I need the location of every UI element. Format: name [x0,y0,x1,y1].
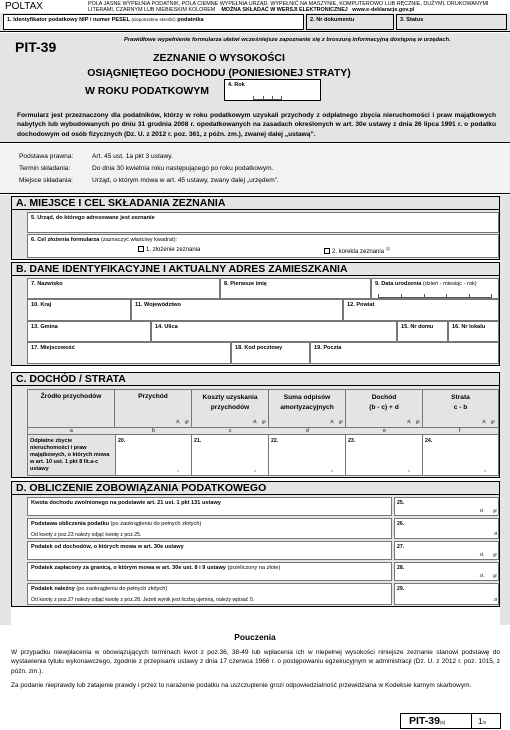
badge-divider [471,714,472,729]
field-number: 24. [425,438,433,444]
col-header-source: Źródło przychodów [28,390,115,427]
form-purpose-field [27,234,499,258]
house-number-field[interactable] [397,321,448,342]
city-label: 17. Miejscowość [31,345,75,351]
section-c-body [11,386,500,478]
form-purpose-label: 6. Cel złożenia formularza (zaznaczyć właściwy kwadrat): [31,237,178,243]
birth-date-label: 9. Data urodzenia (dzień - miesiąc - rok) [375,281,477,287]
checkbox-submit[interactable] [138,246,144,252]
commune-label: 13. Gmina [31,324,58,330]
decimal-comma: , [408,466,410,473]
calc-row-text: Podatek zapłacony za granicą, o którym mowa w art. 30e ust. 8 i 9 ustawy (przeliczony na złote) [31,565,281,571]
form-left-margin [0,195,11,625]
header-note [88,1,506,14]
legal-label: Termin składania: [19,165,71,172]
calc-row-text: Podstawa obliczenia podatku (po zaokrągleniu do pełnych złotych) [31,521,202,527]
legal-label: Podstawa prawna: [19,153,74,160]
legal-row [19,177,279,184]
col-header-depreciation: Suma odpisów amortyzacyjnych [269,390,346,427]
page-total: /2 [482,720,487,725]
form-title-line1: ZEZNANIE O WYSOKOŚCI [153,52,285,64]
surname-label: 7. Nazwisko [31,281,63,287]
gr-marker: gr [493,573,497,578]
document-number-field [306,14,394,30]
pouczenia-title: Pouczenia [234,632,276,642]
profit-amount-field[interactable] [346,435,423,475]
decimal-comma: , [331,466,333,473]
decimal-comma: , [484,466,486,473]
document-number-label: 2. Nr dokumentu [310,17,355,23]
tax-base-field[interactable] [394,518,499,539]
tax-due-field[interactable] [394,583,499,605]
form-badge [400,713,501,729]
header-note-electronic: MOŻNA SKŁADAĆ W WERSJI ELEKTRONICZNEJ [221,7,348,14]
col-header-loss: Strata c - b [451,394,470,411]
postal-code-field[interactable] [231,342,310,364]
decimal-comma: , [177,466,179,473]
depreciation-amount-field[interactable] [269,435,346,475]
voivodeship-field[interactable] [131,299,343,321]
street-field[interactable] [151,321,397,342]
col-header-costs: Koszty uzyskania przychodów [192,390,269,427]
country-field[interactable] [27,299,131,321]
field-number: 23. [348,438,356,444]
calc-row-text: Podatek należny (po zaokrągleniu do pełnych złotych) [31,586,168,592]
county-label: 12. Powiat [347,302,375,308]
form-instruction: Prawidłowe wypełnienie formularza ułatwi wcześniejsze zapoznanie się z broszurą informacyjną dostępną w urzędach. [124,37,451,43]
section-b-body [11,276,500,366]
column-letter: d [306,428,309,434]
flat-number-field[interactable] [448,321,499,342]
first-name-label: 8. Pierwsze imię [224,281,267,287]
form-code: PIT-39 [15,39,57,55]
first-name-field[interactable] [220,278,371,299]
zl-marker: zł, [479,573,484,578]
option-submit[interactable] [138,246,200,253]
birth-date-note: (dzień - miesiąc - rok) [422,281,477,287]
poltax-logo: POLTAX [5,1,43,12]
foreign-tax-field[interactable] [394,562,499,581]
pouczenia-text-1: W przypadku niewpłacenia w obowiązujących terminach kwot z poz.36, 38-49 lub wpłacenia ich w niepełnej wysokości niniejsze zeznanie stanowi podstawę do wystawienia tytułu wykonawczego, zgodnie z przepisami ustawy z dnia 17 czerwca 1966 r. o postępowaniu egzekucyjnym w administracji (Dz. U. z 2012 r. poz. 1015, z późn. zm.). [11,649,500,675]
header-note-line1: POLA JASNE WYPEŁNIA PODATNIK, POLA CIEMNE WYPEŁNIA URZĄD. WYPEŁNIĆ NA MASZYNIE, KOMPUTEROWO LUB RĘCZNIE, DUŻYMI, DRUKOWANYMI [88,1,489,7]
zl-marker: zł, [176,419,181,424]
calc-row-label [27,497,392,516]
field-number: 29. [397,586,405,592]
col-header-profit: Dochód (b - c) + d [346,390,423,427]
nip-pesel-label: 1. Identyfikator podatkowy NIP / numer PESEL (niepotrzebne skreślić) podatnika [7,17,204,23]
calc-row-label [27,562,392,581]
legal-value: Urząd, o którym mowa w art. 45 ustawy, zwany dalej „urzędem”. [92,177,279,184]
form-description: Formularz jest przeznaczony dla podatników, którzy w roku podatkowym uzyskali przychody z odpłatnego zbycia nieruchomości i praw majątkowych nabytych lub wybudowanych po dniu 31 grudnia 2008 r. opodatkowanych na zasadach określonych w art. 30e ustawy z dnia 26 lipca 1991 r. o podatku dochodowym od osób fizycznych (Dz. U. z 2012 r. poz. 361, z późn. zm.), zwanej dalej „ustawą”. [17,112,496,138]
decimal-comma: , [254,466,256,473]
header-note-url: www.e-deklaracje.gov.pl [352,7,415,14]
field-number: 28. [397,565,405,571]
voivodeship-label: 11. Województwo [135,302,181,308]
top-id-block [0,13,510,32]
county-field[interactable] [343,299,499,321]
house-number-label: 15. Nr domu [401,324,434,330]
section-d-title: D. OBLICZENIE ZOBOWIĄZANIA PODATKOWEGO [11,481,500,495]
tax-year-label: 4. Rok [228,82,245,88]
calc-row-note: Od kwoty z poz.27 należy odjąć kwotę z poz.28. Jeżeli wynik jest liczbą ujemną, należy wpisać 0. [31,597,255,603]
gr-marker: gr [339,419,343,424]
tax-year-field[interactable] [224,79,321,101]
nip-pesel-sub: (niepotrzebne skreślić) [131,17,176,22]
city-field[interactable] [27,342,231,364]
zl-marker: zł, [479,508,484,513]
option-correction[interactable] [324,246,390,255]
zl-marker: zł, [253,419,258,424]
costs-amount-field[interactable] [192,435,269,475]
zl-marker: zł, [330,419,335,424]
column-letter: c [229,428,232,434]
post-office-label: 19. Poczta [314,345,342,351]
footnote-marker: 1) [385,246,390,251]
tax-office-label: 5. Urząd, do którego adresowane jest zeznanie [31,215,155,221]
section-b-title: B. DANE IDENTYFIKACYJNE I AKTUALNY ADRES ZAMIESZKANIA [11,262,500,276]
header-note-colors: LITERAMI, CZARNYM LUB NIEBIESKIM KOLOREM [88,7,216,14]
country-label: 10. Kraj [31,302,52,308]
calc-row-text: Kwota dochodu zwolnionego na podstawie art. 21 ust. 1 pkt 131 ustawy [31,500,221,506]
gr-marker: gr [416,419,420,424]
gr-marker: gr [491,419,495,424]
pouczenia-text-2: Za podanie nieprawdy lub zatajenie prawdy i przez to narażenie podatku na uszczuplenie grozi odpowiedzialność przewidziana w Kodeksie karnym skarbowym. [11,682,472,689]
income-table [27,389,499,476]
zl-marker: zł [493,531,497,536]
gr-marker: gr [185,419,189,424]
calc-row-note: Od kwoty z poz.23 należy odjąć kwotę z poz.25. [31,532,142,538]
form-title-line3: W ROKU PODATKOWYM [85,85,210,97]
field-number: 25. [397,500,405,506]
tax-amount-field[interactable] [394,541,499,560]
section-a-left-strip [12,210,27,259]
field-number: 26. [397,521,405,527]
gr-marker: gr [262,419,266,424]
exempt-income-field[interactable] [394,497,499,516]
gr-marker: gr [493,508,497,513]
checkbox-correction[interactable] [324,248,330,254]
birth-date-ticks [378,294,492,298]
section-c-title: C. DOCHÓD / STRATA [11,372,500,386]
option-submit-label: 1. złożenie zeznania [146,247,201,253]
title-block [0,33,510,143]
legal-block [0,144,510,194]
status-label: 3. Status [400,17,424,23]
legal-value: Do dnia 30 kwietnia roku następującego po roku podatkowym. [92,165,274,172]
column-letter: f [459,428,461,434]
form-title-line2: OSIĄGNIĘTEGO DOCHODU (PONIESIONEJ STRATY) [87,67,351,79]
flat-number-label: 16. Nr lokalu [452,324,486,330]
calc-row-text: Podatek od dochodów, o których mowa w art. 30e ustawy [31,544,184,550]
commune-field[interactable] [27,321,151,342]
street-label: 14. Ulica [155,324,178,330]
birth-date-field[interactable] [371,278,499,299]
form-badge-code: PIT-39(5) [409,715,446,727]
page-indicator [478,717,486,726]
legal-label: Miejsce składania: [19,177,73,184]
surname-field[interactable] [27,278,220,299]
legal-row [19,153,173,160]
legal-row [19,165,273,172]
zl-marker: zł [493,597,497,602]
calc-row-label [27,583,392,605]
form-version: (5) [439,720,446,725]
column-letter: a [70,428,73,434]
option-correction-label: 2. korekta zeznania [332,249,385,255]
zl-marker: zł, [407,419,412,424]
form-purpose-note: (zaznaczyć właściwy kwadrat): [100,237,178,243]
calc-row-label [27,541,392,560]
post-office-field[interactable] [310,342,499,364]
nip-pesel-tail: podatnika [177,17,204,23]
column-letter: b [152,428,155,434]
tax-office-field[interactable] [27,212,499,233]
column-letter: e [383,428,386,434]
section-a-title: A. MIEJSCE I CEL SKŁADANIA ZEZNANIA [11,196,500,210]
calc-row-label [27,518,392,539]
field-number: 27. [397,544,405,550]
income-amount-field[interactable] [115,435,192,475]
column-letters-row [28,427,498,435]
field-number: 21. [194,438,202,444]
zl-marker: zł, [479,552,484,557]
postal-code-label: 18. Kod pocztowy [235,345,283,351]
gr-marker: gr [493,552,497,557]
field-number: 22. [271,438,279,444]
form-right-margin [500,195,510,625]
col-header-income: Przychód [115,390,192,427]
section-d-body [11,495,500,607]
page-number: 1 [478,717,483,726]
section-a-body [11,210,500,260]
field-number: 20. [118,438,126,444]
status-field [396,14,507,30]
legal-value: Art. 45 ust. 1a pkt 3 ustawy. [92,153,173,160]
nip-pesel-field[interactable] [3,14,304,30]
tax-year-ticks [253,96,282,100]
income-row-label: Odpłatne zbycie nieruchomości i praw majątkowych, o których mowa w art. 10 ust. 1 pkt 8 lit.a-c ustawy [30,438,110,472]
loss-amount-field[interactable] [423,435,498,475]
zl-marker: zł, [482,419,487,424]
